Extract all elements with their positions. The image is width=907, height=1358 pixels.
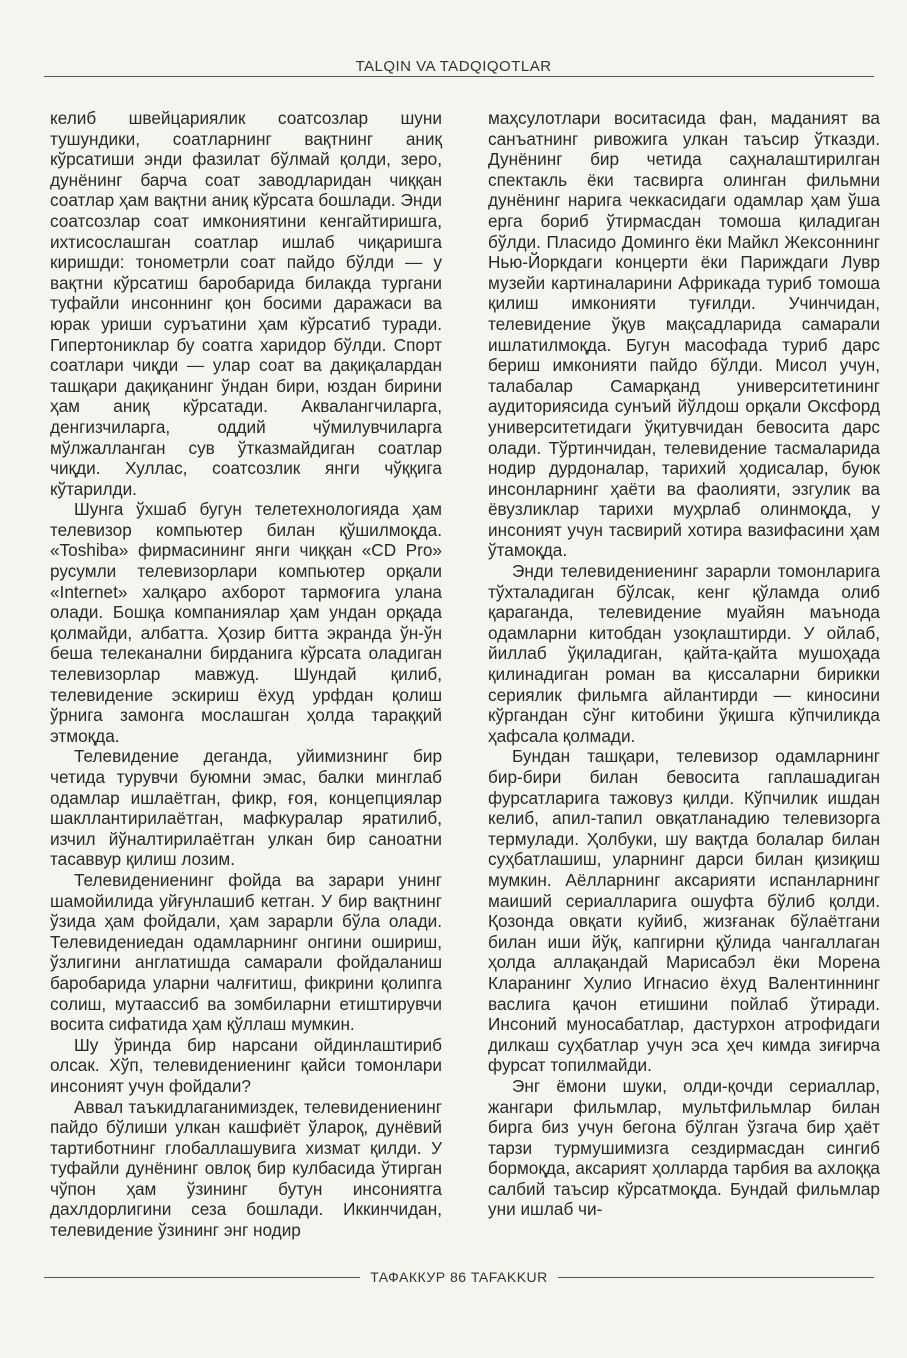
paragraph: Энг ёмони шуки, олди-қочди сериаллар, жангари фильмлар, мультфильмлар билан бирга биз учун бегона бўлган ўзгача бир ҳаёт тарзи турмушимизга сездирмасдан сингиб бормоқда, аксарият ҳолларда тарбия ва ахлоққа салбий таъсир кўрсатмоқда. Бундай фильмлар уни ишлаб чи- xyxy=(488,1075,880,1220)
header-rule xyxy=(44,76,874,77)
text-columns xyxy=(50,108,880,1241)
paragraph: Шунга ўхшаб бугун телетехнологияда ҳам телевизор компьютер билан қўшилмоқда. «Toshiba» фирмасининг янги чиққан «CD Pro» русумли телевизорлари компьютер орқали «Internet» халқаро ахборот тармоғига улана олади. Бошқа компаниялар ҳам ундан орқада қолмайди, албатта. Ҳозир битта экранда ўн-ўн беша телеканални бирданига кўрсата оладиган телевизорлар мавжуд. Шундай қилиб, телевидение эскириш ёхуд урфдан қолиш ўрнига замонга мослашган ҳолда тараққий этмоқда. xyxy=(50,499,442,746)
paragraph: келиб швейцариялик соатсозлар шуни тушундики, соатларнинг вақтнинг аниқ кўрсатиши энди фазилат бўлмай қолди, зеро, дунёнинг барча соат заводларидан чиққан соатлар ҳам вақтни аниқ кўрсата бошлади. Энди соатсозлар соат имкониятини кенгайтиришга, ихтисослашган соатлар ишлаб чиқаришга киришди: тонометрли соат пайдо бўлди — у вақтни кўрсатиш баробарида билакда тургани туфайли инсоннинг қон босими даражаси ва юрак уриши суръатини ҳам кўрсатиб туради. Гипертониклар бу соатга харидор бўлди. Спорт соатлари чиқди — улар соат ва дақиқалардан ташқари дақиқанинг ўндан бири, юздан бирини ҳам аниқ кўрсатади. Аквалангчиларга, денгизчиларга, оддий чўмилувчиларга мўлжалланган сув ўтказмайдиган соатлар чиқди. Хуллас, соатсозлик янги чўққига кўтарилди. xyxy=(50,108,442,499)
footer-rule-right xyxy=(558,1277,874,1278)
paragraph: Шу ўринда бир нарсани ойдинлаштириб олсак. Хўп, телевидениенинг қайси томонлари инсоният учун фойдали? xyxy=(50,1034,442,1096)
page-footer xyxy=(44,1267,874,1287)
running-header: TALQIN VA TADQIQOTLAR xyxy=(355,58,552,75)
paragraph: Энди телевидениенинг зарарли томонларига тўхталадиган бўлсак, кенг қўламда олиб қараганда, телевидение муайян маънода одамларни китобдан узоқлаштирди. У ойлаб, йиллаб ўқиладиган, қайта-қайта мушоҳада қилинадиган роман ва қиссаларни бирикки сериялик фильмга айлантирди — киносини кўргандан сўнг китобини ўқишга кўпчиликда ҳафсала қолмади. xyxy=(488,561,880,746)
footer-rule-left xyxy=(44,1277,360,1278)
paragraph: маҳсулотлари воситасида фан, маданият ва санъатнинг ривожига улкан таъсир ўтказди. Дунёнинг бир четида саҳналаштирилган спектакль ёки тасвирга олинган фильмни дунёнинг нарига чеккасидаги одамлар ҳам ўша ерга бориб ўтирмасдан томоша қиладиган бўлди. Пласидо Доминго ёки Майкл Жексоннинг Нью-Йоркдаги концерти ёки Париждаги Лувр музейи картиналарини Африкада туриб томоша қилиш имконияти туғилди. Учинчидан, телевидение ўқув мақсадларида самарали ишлатилмоқда. Бугун масофада туриб дарс бериш имконияти пайдо бўлди. Мисол учун, талабалар Самарқанд университетининг аудиториясида сунъий йўлдош орқали Оксфорд университетидаги ўқитувчидан бевосита дарс олади. Тўртинчидан, телевидение тасмаларида нодир дурдоналар, тарихий ҳодисалар, буюк инсонларнинг ҳаёти ва фаолияти, эзгулик ва ёвузликлар тарихи муҳрлаб олинмоқда, у инсоният учун тасвирий хотира вазифасини ҳам ўтамоқда. xyxy=(488,108,880,561)
left-column xyxy=(50,108,442,1241)
paragraph: Телевидениенинг фойда ва зарари унинг шамойилида уйғунлашиб кетган. У бир вақтнинг ўзида ҳам фойдали, ҳам зарарли бўла олади. Телевидениедан одамларнинг онгини ошириш, ўзлигини англатишда самарали фойдаланиш баробарида уларни чалғитиш, фикрини қолипга солиш, мутаассиб ва зомбиларни етиштирувчи восита сифатида ҳам қўллаш мумкин. xyxy=(50,869,442,1035)
paragraph: Аввал таъкидлаганимиздек, телевидениенинг пайдо бўлиши улкан кашфиёт ўлароқ, дунёвий тартиботнинг глобаллашувига хизмат қилди. У туфайли дунёнинг овлоқ бир кулбасида ўтирган чўпон ҳам ўзининг бутун инсониятга дахлдорлигини сеза бошлади. Иккинчидан, телевидение ўзининг энг нодир xyxy=(50,1096,442,1241)
paragraph: Бундан ташқари, телевизор одамларнинг бир-бири билан бевосита гаплашадиган фурсатларига тажовуз қилди. Кўпчилик ишдан келиб, апил-тапил овқатланадию телевизорга термулади. Ҳолбуки, шу вақтда болалар билан суҳбатлашиш, уларнинг дарси билан қизиқиш мумкин. Аёлларнинг аксарияти испанларнинг маиший сериалларига ошуфта бўлиб қолди. Қозонда овқати куйиб, жизғанак бўлаётгани билан иши йўқ, капгирни қўлида чангаллаган ҳолда аллақандай Марисабэл ёки Морена Кларанинг Хулио Игнасио ёхуд Валентиннинг васлига қачон етишини пойлаб ўтиради. Инсоний муносабатлар, дастурхон атрофидаги дилкаш суҳбатлар учун эса ҳеч кимда зиғирча фурсат топилмайди. xyxy=(488,746,880,1076)
right-column xyxy=(488,108,880,1241)
paragraph: Телевидение деганда, уйимизнинг бир четида турувчи буюмни эмас, балки минглаб одамлар ишлаётган, фикр, ғоя, концепциялар шакллантирилаётган, мафкуралар яратилиб, изчил йўналтирилаётган улкан бир саноатни тасаввур қилиш лозим. xyxy=(50,746,442,870)
footer-label: ТАФАККУР 86 TAFAKKUR xyxy=(370,1269,548,1285)
